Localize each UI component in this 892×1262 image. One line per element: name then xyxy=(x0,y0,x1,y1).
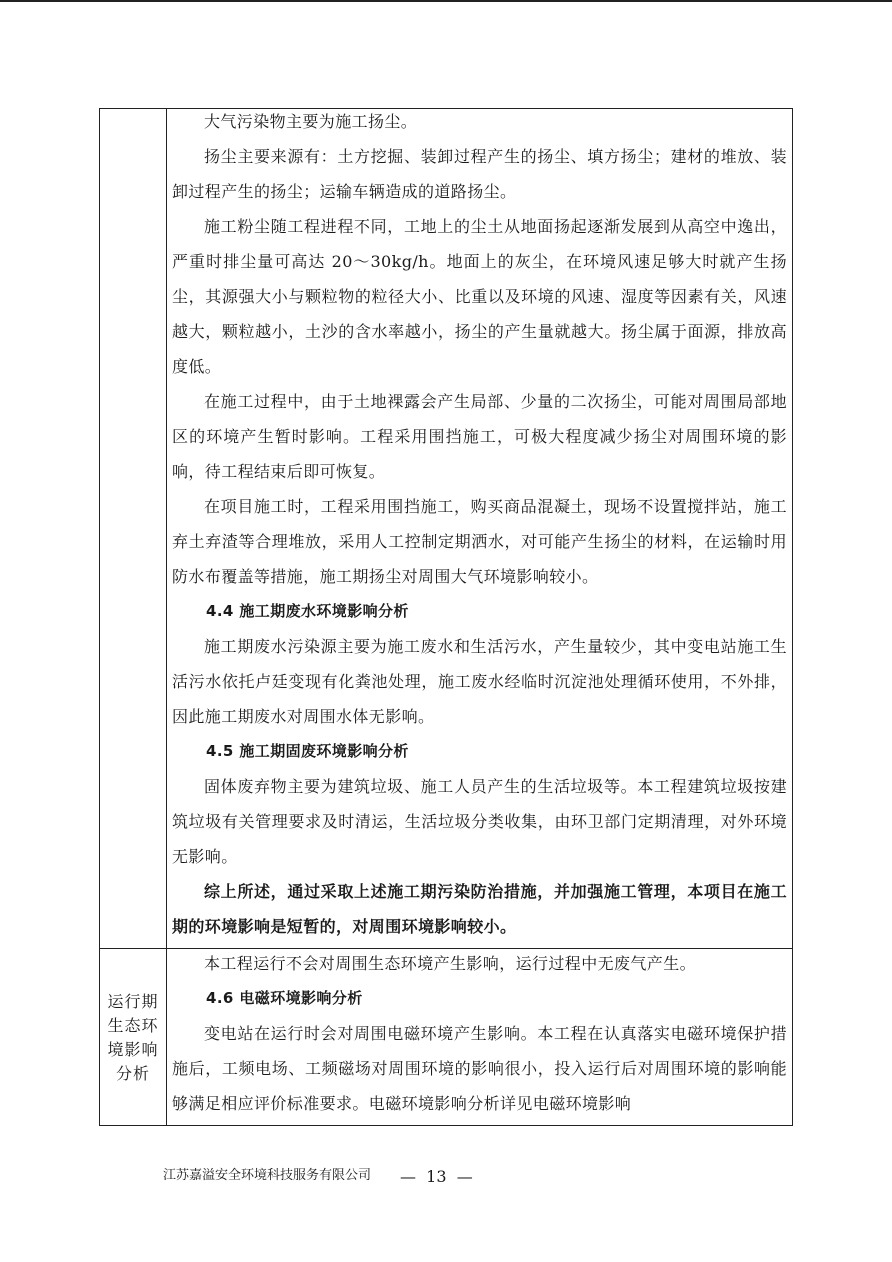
paragraph-wastewater: 施工期废水污染源主要为施工废水和生活污水，产生量较少，其中变电站施工生活污水依托卢廷变现有化粪池处理，施工废水经临时沉淀池处理循环使用，不外排，因此施工期废水对周围水体无影响。 xyxy=(172,637,787,726)
footer-company: 江苏嘉溢安全环境科技服务有限公司 xyxy=(163,1168,372,1183)
paragraph-ecology: 本工程运行不会对周围生态环境产生影响，运行过程中无废气产生。 xyxy=(204,954,697,973)
paragraph-dust-measures: 在项目施工时，工程采用围挡施工，购买商品混凝土，现场不设置搅拌站，施工弃土弃渣等合理堆放，采用人工控制定期洒水，对可能产生扬尘的材料，在运输时用防水布覆盖等措施，施工期扬尘对周围大气环境影响较小。 xyxy=(172,497,787,586)
paragraph-dust-sources: 扬尘主要来源有：土方挖掘、装卸过程产生的扬尘、填方扬尘；建材的堆放、装卸过程产生的扬尘；运输车辆造成的道路扬尘。 xyxy=(172,147,787,201)
paragraph-solid-waste: 固体废弃物主要为建筑垃圾、施工人员产生的生活垃圾等。本工程建筑垃圾按建筑垃圾有关管理要求及时清运，生活垃圾分类收集，由环卫部门定期清理，对外环境无影响。 xyxy=(172,777,787,866)
paragraph-dust-emission: 施工粉尘随工程进程不同，工地上的尘土从地面扬起逐渐发展到从高空中逸出，严重时排尘量可高达 20～30kg/h。地面上的灰尘，在环境风速足够大时就产生扬尘，其源强大小与颗粒物的粒径大小、比重以及环境的风速、湿度等因素有关，风速越大，颗粒越小，土沙的含水率越小，扬尘的产生量就越大。扬尘属于面源，排放高度低。 xyxy=(172,217,787,376)
paragraph-secondary-dust: 在施工过程中，由于土地裸露会产生局部、少量的二次扬尘，可能对周围局部地区的环境产生暂时影响。工程采用围挡施工，可极大程度减少扬尘对周围环境的影响，待工程结束后即可恢复。 xyxy=(172,392,787,481)
label-line: 生态环 xyxy=(107,1016,159,1035)
top-border-rule xyxy=(0,0,892,2)
heading-4-4: 4.4 施工期废水环境影响分析 xyxy=(206,602,409,620)
paragraph-summary: 综上所述，通过采取上述施工期污染防治措施，并加强施工管理，本项目在施工期的环境影响是短暂的，对周围环境影响较小。 xyxy=(172,882,787,936)
heading-4-5: 4.5 施工期固废环境影响分析 xyxy=(206,742,409,760)
label-line: 分析 xyxy=(115,1064,150,1083)
paragraph-air-pollutants: 大气污染物主要为施工扬尘。 xyxy=(204,112,418,131)
heading-4-6: 4.6 电磁环境影响分析 xyxy=(206,989,363,1007)
label-line: 境影响 xyxy=(107,1040,159,1059)
page-number: — 13 — xyxy=(400,1167,473,1186)
operation-impact-cell xyxy=(172,946,787,1121)
operation-period-label xyxy=(100,990,166,1086)
paragraph-electromagnetic: 变电站在运行时会对周围电磁环境产生影响。本工程在认真落实电磁环境保护措施后，工频电场、工频磁场对周围环境的影响很小，投入运行后对周围环境的影响能够满足相应评价标准要求。电磁环境影响分析详见电磁环境影响 xyxy=(172,1024,787,1113)
label-line: 运行期 xyxy=(107,992,159,1011)
construction-impact-cell xyxy=(172,104,787,944)
table-column-divider xyxy=(166,108,167,1126)
